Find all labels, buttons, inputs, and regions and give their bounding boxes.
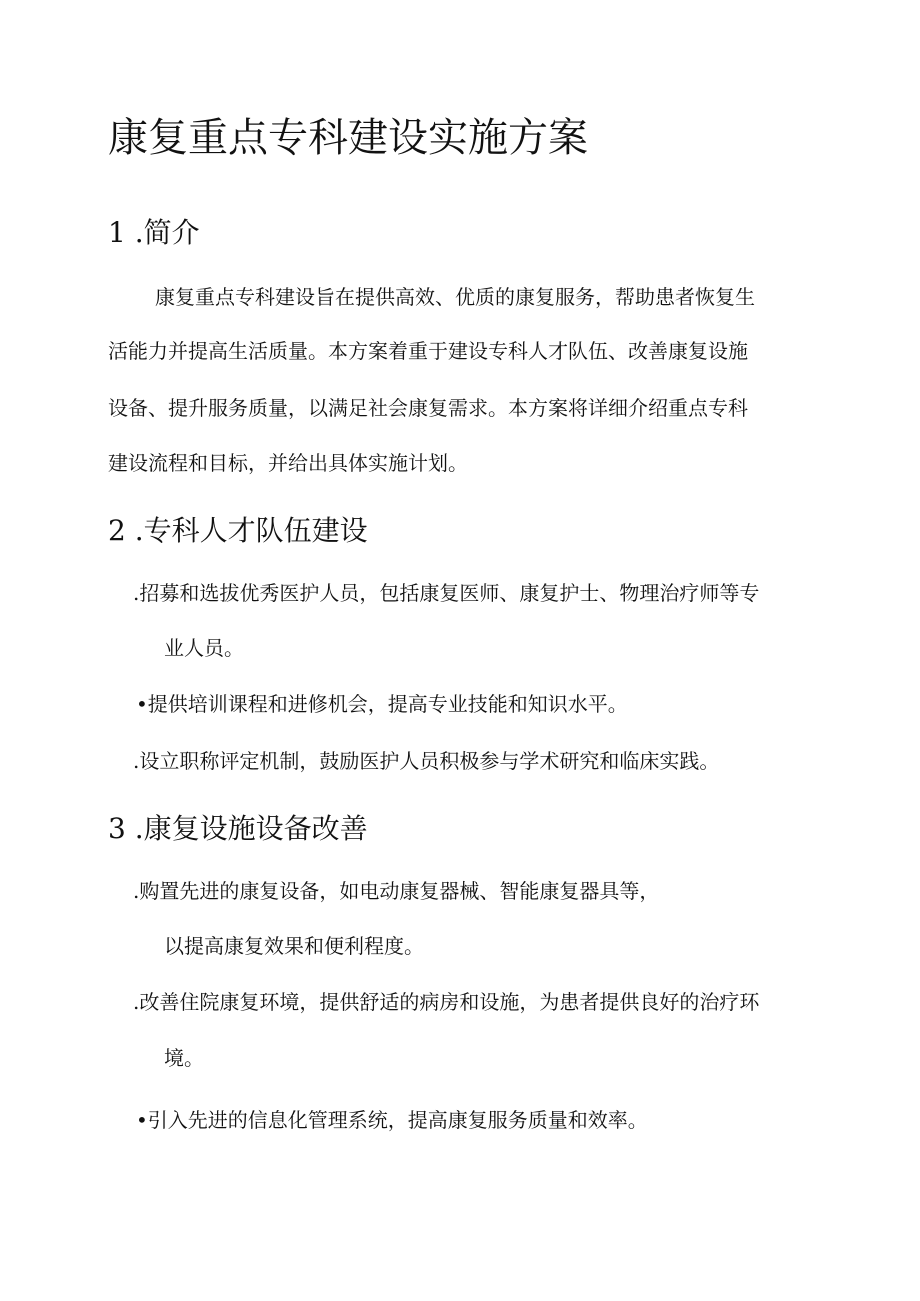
list-marker: • (136, 692, 148, 716)
list-item-text: 提供培训课程和进修机会，提高专业技能和知识水平。 (147, 692, 628, 716)
list-item-text: 设立职称评定机制，鼓励医护人员积极参与学术研究和临床实践。 (139, 749, 720, 773)
list-marker: . (133, 581, 140, 605)
facilities-list-item (133, 988, 759, 1016)
talent-list-item-continuation: 业人员。 (164, 636, 244, 660)
talent-list-item (136, 690, 628, 718)
list-marker: . (133, 879, 140, 903)
list-item-text: 引入先进的信息化管理系统，提高康复服务质量和效率。 (147, 1108, 648, 1132)
document-title: 康复重点专科建设实施方案 (108, 115, 588, 161)
section-heading-intro: 1 .简介 (108, 216, 200, 249)
list-item-text: 招募和选拔优秀医护人员，包括康复医师、康复护士、物理治疗师等专 (139, 581, 760, 605)
intro-paragraph-line: 设备、提升服务质量，以满足社会康复需求。本方案将详细介绍重点专科 (108, 396, 748, 420)
facilities-list-item-continuation: 以提高康复效果和便利程度。 (164, 934, 424, 958)
facilities-list-item (133, 877, 659, 905)
list-marker: . (133, 749, 140, 773)
section-heading-facilities: 3 .康复设施设备改善 (108, 812, 368, 845)
intro-paragraph-line: 建设流程和目标，并给出具体实施计划。 (108, 451, 468, 475)
talent-list-item (133, 579, 759, 607)
facilities-list-item (136, 1106, 648, 1134)
intro-paragraph-line: 活能力并提高生活质量。本方案着重于建设专科人才队伍、改善康复设施 (108, 339, 748, 363)
list-marker: . (133, 990, 140, 1014)
facilities-list-item-continuation: 境。 (164, 1046, 204, 1070)
intro-paragraph-line: 康复重点专科建设旨在提供高效、优质的康复服务，帮助患者恢复生 (155, 285, 755, 309)
list-item-text: 改善住院康复环境，提供舒适的病房和设施，为患者提供良好的治疗环 (139, 990, 760, 1014)
list-item-text: 购置先进的康复设备，如电动康复器械、智能康复器具等， (139, 879, 660, 903)
talent-list-item (133, 747, 719, 775)
section-heading-talent: 2 .专科人才队伍建设 (108, 514, 368, 547)
list-marker: • (136, 1108, 148, 1132)
